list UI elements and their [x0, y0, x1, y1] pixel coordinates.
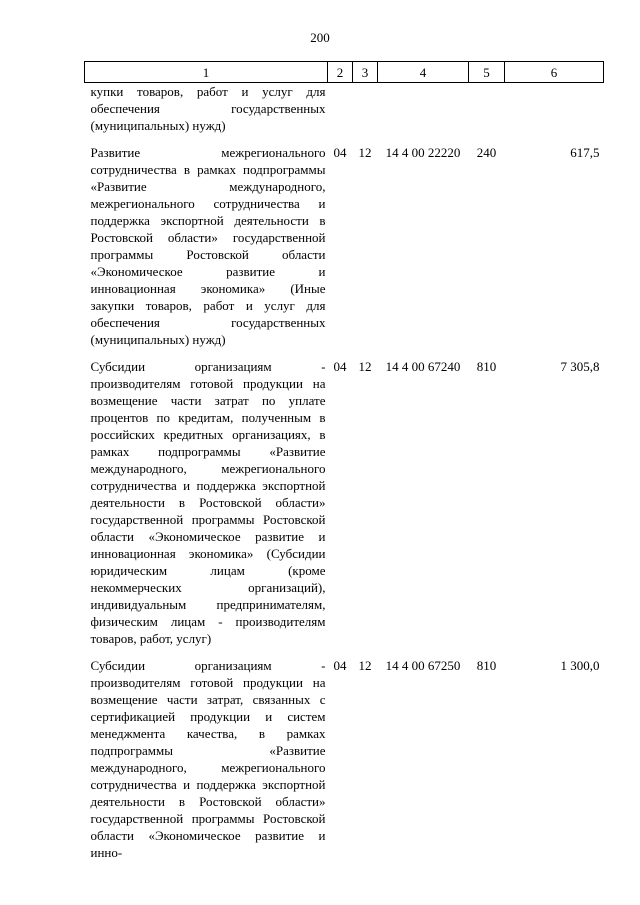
header-col-4: 4 [378, 62, 469, 83]
row-csr: 14 4 00 67250 [385, 658, 461, 673]
header-col-6: 6 [505, 62, 604, 83]
row-pr [353, 83, 378, 135]
row-description: Субсидии организациям - производителям готовой продукции на возмещение части затрат, связанных с сертификацией продукции и систем менеджмента качества, в рамках подпрограммы «Развитие международного, межрегионального сотрудничества и поддержка экспортной деятельности в Ростовской области» государственной программы Ростовской области «Экономическое развитие и инно- [90, 658, 326, 860]
row-rz: 04 [333, 658, 347, 673]
budget-table [84, 61, 604, 861]
row-amount [505, 83, 604, 135]
row-csr: 14 4 00 67240 [385, 359, 461, 374]
row-pr: 12 [358, 145, 372, 160]
row-pr: 12 [358, 359, 372, 374]
header-col-5: 5 [469, 62, 505, 83]
table-body [85, 83, 604, 862]
header-col-1: 1 [85, 62, 328, 83]
row-csr: 14 4 00 22220 [385, 145, 461, 160]
table-row [85, 134, 604, 348]
row-rz: 04 [333, 359, 347, 374]
row-vr: 810 [476, 658, 497, 673]
row-vr [469, 83, 505, 135]
row-amount: 617,5 [570, 145, 600, 160]
row-vr: 240 [476, 145, 497, 160]
header-col-3: 3 [353, 62, 378, 83]
row-description: Развитие межрегионального сотрудничества в рамках подпрограммы «Развитие международного, межрегионального сотрудничества и поддержка экспортной деятельности в Ростовской области» государственной программы Ростовской области «Экономическое развитие и инновационная экономика» (Иные закупки товаров, работ и услуг для обеспечения государственных (муниципальных) нужд) [90, 145, 326, 347]
page-number: 200 [310, 30, 330, 45]
table-row [85, 83, 604, 135]
row-rz [328, 83, 353, 135]
row-pr: 12 [358, 658, 372, 673]
row-amount: 1 300,0 [560, 658, 600, 673]
row-vr: 810 [476, 359, 497, 374]
header-row [85, 62, 604, 83]
row-rz: 04 [333, 145, 347, 160]
row-description: Субсидии организациям - производителям готовой продукции на возмещение части затрат по уплате процентов по кредитам, полученным в российских кредитных организациях, в рамках подпрограммы «Развитие международного, межрегионального сотрудничества и поддержка экспортной деятельности в Ростовской области» государственной программы Ростовской области «Экономическое развитие и инновационная экономика» (Субсидии юридическим лицам (кроме некоммерческих организаций), индивидуальным предпринимателям, физическим лицам - производителям товаров, работ, услуг) [90, 359, 326, 646]
table-row [85, 348, 604, 647]
row-description: купки товаров, работ и услуг для обеспечения государственных (муниципальных) нужд) [90, 84, 326, 133]
table-header [85, 62, 604, 83]
table-row [85, 647, 604, 861]
row-csr [378, 83, 469, 135]
row-amount: 7 305,8 [560, 359, 600, 374]
header-col-2: 2 [328, 62, 353, 83]
